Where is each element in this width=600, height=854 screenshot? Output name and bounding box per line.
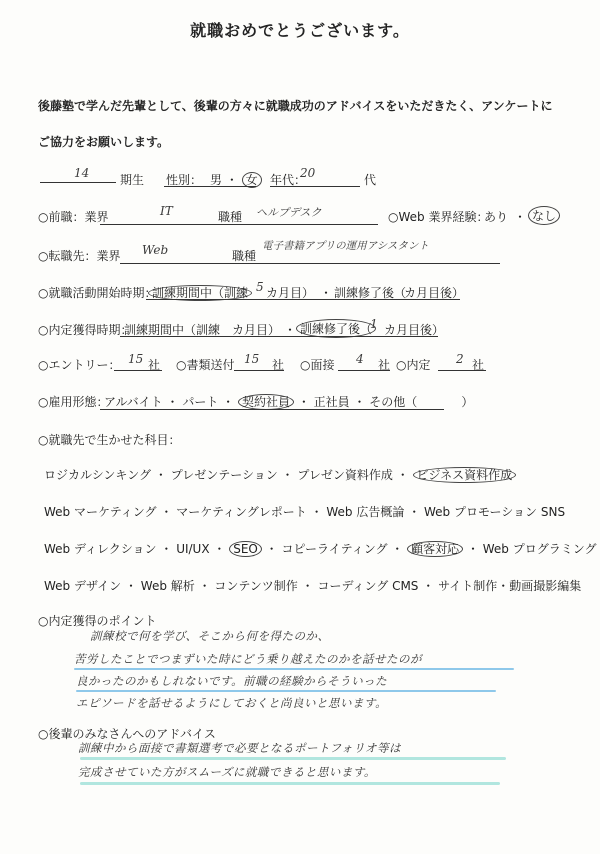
job-hunt-opt2[interactable]: 訓練修了後（	[334, 286, 407, 300]
subject-web-design[interactable]: Web デザイン	[44, 579, 122, 593]
new-job-underline	[120, 263, 500, 264]
prev-job-underline	[100, 224, 378, 225]
subject-row-1: ロジカルシンキング ・ プレゼンテーション ・ プレゼン資料作成 ・ ビジネス資料作成	[44, 466, 516, 483]
gender-label: 性別：	[166, 173, 203, 187]
new-job-type-label: 職種	[232, 249, 257, 263]
page-title: 就職おめでとうございます。	[190, 21, 410, 40]
job-hunt-sep: ・	[320, 286, 333, 300]
interview-label: ○面接	[300, 358, 335, 372]
web-exp-sep: ・	[514, 210, 527, 224]
employment-underline	[100, 409, 444, 410]
subject-coding-cms[interactable]: コーディング CMS	[317, 579, 419, 593]
offer-opt2-value[interactable]: 1	[370, 317, 378, 331]
subject-site-video[interactable]: サイト制作・動画撮影編集	[438, 579, 582, 593]
subject-web-direction[interactable]: Web ディレクション	[44, 542, 157, 556]
advice-line-1[interactable]: 訓練中から面接で書類選考で必要となるポートフォリオ等は	[78, 741, 401, 755]
offer-label: ○内定獲得時期：	[38, 323, 133, 337]
employment-part-time[interactable]: アルバイト	[104, 395, 163, 409]
prev-job-type[interactable]: ヘルプデスク	[256, 206, 322, 219]
job-hunt-opt1-suffix: カ月目）	[266, 286, 315, 300]
job-hunt-underline	[146, 299, 460, 300]
employment-contract[interactable]: 契約社員	[238, 394, 294, 410]
offer-opt2-suffix: カ月目後）	[384, 323, 445, 337]
prev-job-label: ○前職：業界	[38, 210, 109, 224]
offer-count-unit: 社	[472, 358, 485, 372]
subject-row-2: Web マーケティング ・ マーケティングレポート ・ Web 広告概論 ・ Web プロモーション SNS	[44, 505, 566, 519]
advice-highlight-2	[80, 782, 500, 785]
entry-unit: 社	[148, 358, 161, 372]
subject-seo[interactable]: SEO	[229, 541, 262, 557]
subject-copywriting[interactable]: コピーライティング	[281, 542, 388, 556]
web-exp-label: ○Web 業界経験：	[388, 210, 489, 224]
job-hunt-opt1-value[interactable]: 5	[256, 280, 264, 294]
offer-count-label: ○内定	[396, 358, 431, 372]
web-exp-yes[interactable]: あり	[484, 210, 509, 224]
prev-job-type-label: 職種	[218, 210, 243, 224]
offer-underline	[120, 336, 438, 337]
subject-logical-thinking[interactable]: ロジカルシンキング	[44, 468, 152, 482]
age-value[interactable]: 20	[300, 166, 316, 180]
subjects-label: ○就職先で生かせた科目：	[38, 433, 181, 447]
subject-web-ads[interactable]: Web 広告概論	[326, 505, 405, 519]
intro-line-2: ご協力をお願いします。	[38, 135, 170, 149]
advice-label: ○後輩のみなさんへのアドバイス	[38, 727, 216, 741]
term-underline	[40, 182, 116, 183]
gender-options[interactable]: 男 ・ 女	[210, 171, 262, 188]
new-job-industry[interactable]: Web	[142, 243, 169, 257]
subject-content-production[interactable]: コンテンツ制作	[214, 579, 298, 593]
subject-presentation[interactable]: プレゼンテーション	[170, 468, 278, 482]
point-line-2[interactable]: 苦労したことでつまずいた時にどう乗り越えたのかを話せたのが	[74, 652, 422, 666]
docs-unit: 社	[272, 358, 285, 372]
prev-job-industry[interactable]: IT	[160, 204, 173, 218]
age-suffix: 代	[364, 173, 377, 187]
new-job-type[interactable]: 電子書籍アプリの運用アシスタント	[262, 240, 429, 252]
employment-fulltime[interactable]: 正社員	[313, 395, 350, 409]
intro-line-1: 後藤塾で学んだ先輩として、後輩の方々に就職成功のアドバイスをいただきたく、アンケートに	[38, 99, 553, 113]
entry-label: ○エントリー：	[38, 358, 121, 372]
offer-opt1[interactable]: 訓練期間中（訓練	[124, 323, 221, 337]
point-line-3[interactable]: 良かったのかもしれないです。前職の経験からそういった	[76, 674, 388, 688]
point-line-4[interactable]: エピソードを話せるようにしておくと尚良いと思います。	[76, 696, 388, 710]
interview-unit: 社	[378, 358, 391, 372]
entry-count[interactable]: 15	[128, 352, 144, 366]
subject-row-4: Web デザイン ・ Web 解析 ・ コンテンツ制作 ・ コーディング CMS ・ サイト制作・動画撮影編集	[44, 579, 582, 593]
term-value[interactable]: 14	[74, 166, 90, 180]
offer-opt2[interactable]: 訓練修了後（	[296, 319, 376, 338]
gender-underline	[164, 186, 256, 187]
job-hunt-opt2-suffix: カ月目後）	[404, 286, 465, 300]
age-label: 年代：	[270, 173, 307, 187]
point-label: ○内定獲得のポイント	[38, 614, 157, 628]
new-job-label: ○転職先：業界	[38, 249, 121, 263]
term-label: 期生	[120, 173, 145, 187]
docs-label: ○書類送付	[176, 358, 235, 372]
job-hunt-opt1-text: 訓練期間中（訓練	[148, 285, 252, 301]
point-line-1[interactable]: 訓練校で何を学び、そこから何を得たのか、	[90, 629, 330, 643]
subject-ui-ux[interactable]: UI/UX	[176, 542, 210, 556]
employment-other-close: ）	[461, 395, 474, 409]
subject-web-programming[interactable]: Web プログラミング	[482, 542, 597, 556]
gender-selected-female[interactable]: 女	[242, 172, 262, 188]
point-highlight-2	[76, 690, 496, 692]
advice-highlight-1	[80, 757, 506, 760]
employment-options: アルバイト ・ パート ・ 契約社員 ・ 正社員 ・ その他（ ）	[104, 395, 474, 409]
age-underline	[270, 186, 360, 187]
subject-marketing-report[interactable]: マーケティングレポート	[176, 505, 307, 519]
employment-part[interactable]: パート	[182, 395, 219, 409]
subject-web-promotion[interactable]: Web プロモーション SNS	[424, 505, 566, 519]
point-highlight-1	[74, 668, 514, 670]
employment-other[interactable]: その他（	[369, 395, 418, 409]
subject-web-analytics[interactable]: Web 解析	[140, 579, 195, 593]
employment-label: ○雇用形態：	[38, 395, 109, 409]
web-exp-no[interactable]: なし	[528, 206, 560, 225]
counts-row	[38, 352, 518, 374]
subject-business-docs[interactable]: ビジネス資料作成	[413, 467, 517, 483]
docs-count[interactable]: 15	[244, 352, 260, 366]
advice-line-2[interactable]: 完成させていた方がスムーズに就職できると思います。	[78, 765, 376, 779]
subject-row-3: Web ディレクション ・ UI/UX ・ SEO ・ コピーライティング ・ 顧客対応 ・ Web プログラミング	[44, 542, 597, 556]
offer-sep: ・	[284, 323, 297, 337]
interview-count[interactable]: 4	[356, 352, 364, 366]
job-hunt-label: ○就職活動開始時期：	[38, 286, 157, 300]
subject-customer-service[interactable]: 顧客対応	[407, 541, 463, 557]
subject-presentation-docs[interactable]: プレゼン資料作成	[297, 468, 393, 482]
offer-count[interactable]: 2	[456, 352, 464, 366]
offer-opt1-suffix: カ月目）	[232, 323, 281, 337]
subject-web-marketing[interactable]: Web マーケティング	[44, 505, 157, 519]
profile-row	[38, 166, 558, 190]
